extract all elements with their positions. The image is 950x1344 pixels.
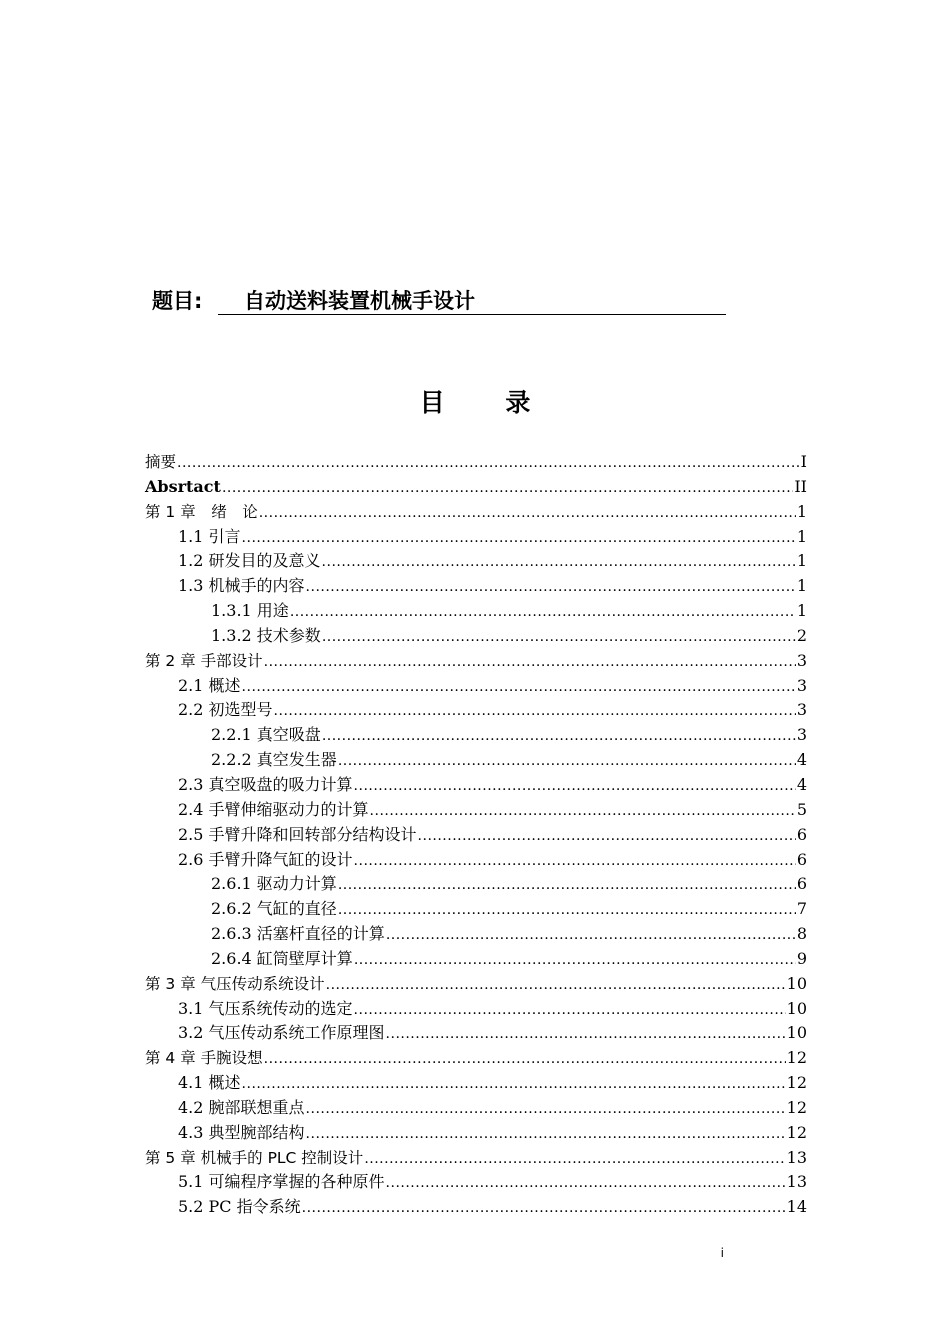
toc-dot-leader xyxy=(338,898,796,922)
toc-entry[interactable] xyxy=(145,748,807,773)
toc-entry-page: 3 xyxy=(796,725,807,745)
toc-dot-leader xyxy=(274,699,796,723)
thesis-title-line xyxy=(152,285,732,321)
toc-dot-leader xyxy=(418,824,796,848)
toc-dot-leader xyxy=(386,1171,786,1195)
toc-entry-label: 第 3 章 气压传动系统设计 xyxy=(145,974,325,993)
toc-dot-leader xyxy=(370,799,796,823)
toc-entry[interactable] xyxy=(145,823,807,848)
toc-dot-leader xyxy=(242,1072,786,1096)
toc-entry[interactable] xyxy=(145,798,807,823)
toc-entry[interactable] xyxy=(145,549,807,574)
toc-entry-page: 3 xyxy=(796,675,807,695)
toc-entry-label: 2.6.2 气缸的直径 xyxy=(211,899,337,919)
toc-dot-leader xyxy=(222,476,793,500)
toc-entry-label: 第 1 章 绪 论 xyxy=(145,502,258,521)
toc-entry[interactable] xyxy=(145,1071,807,1096)
toc-entry-page: 12 xyxy=(786,1073,807,1093)
toc-entry[interactable] xyxy=(145,872,807,897)
toc-entry-label: 4.2 腕部联想重点 xyxy=(178,1097,305,1117)
toc-entry-page: 10 xyxy=(786,998,807,1018)
toc-entry-page: 14 xyxy=(786,1197,807,1217)
toc-dot-leader xyxy=(302,1196,786,1220)
toc-dot-leader xyxy=(242,526,796,550)
toc-entry-page: 12 xyxy=(786,1122,807,1142)
toc-entry-label: 2.6 手臂升降气缸的设计 xyxy=(178,849,353,869)
toc-dot-leader xyxy=(338,749,796,773)
toc-entry-page: 12 xyxy=(786,1048,807,1068)
toc-entry-label: 5.1 可编程序掌握的各种原件 xyxy=(178,1172,385,1192)
toc-entry[interactable] xyxy=(145,1046,807,1071)
toc-entry-label: 第 4 章 手腕设想 xyxy=(145,1049,263,1068)
toc-entry[interactable] xyxy=(145,475,807,500)
toc-entry[interactable] xyxy=(145,649,807,674)
toc-dot-leader xyxy=(264,650,796,674)
toc-dot-leader xyxy=(177,451,800,475)
toc-entry-label: 3.1 气压系统传动的选定 xyxy=(178,998,353,1018)
toc-entry-page: II xyxy=(794,476,807,496)
toc-entry-page: 9 xyxy=(796,948,807,968)
toc-entry[interactable] xyxy=(145,723,807,748)
toc-entry[interactable] xyxy=(145,972,807,997)
toc-dot-leader xyxy=(326,973,786,997)
table-of-contents xyxy=(145,450,807,1220)
toc-entry-label: 2.3 真空吸盘的吸力计算 xyxy=(178,774,353,794)
toc-entry-page: 1 xyxy=(796,526,807,546)
toc-entry-label: 2.6.4 缸筒壁厚计算 xyxy=(211,948,353,968)
toc-entry-label: 2.6.1 驱动力计算 xyxy=(211,874,337,894)
title-label: 题目: xyxy=(152,289,203,313)
toc-entry[interactable] xyxy=(145,624,807,649)
toc-entry-label: 2.1 概述 xyxy=(178,675,241,695)
toc-entry-page: 6 xyxy=(796,824,807,844)
toc-entry-label: 4.3 典型腕部结构 xyxy=(178,1122,305,1142)
toc-dot-leader xyxy=(290,600,796,624)
toc-entry-page: 7 xyxy=(796,899,807,919)
toc-entry-label: 1.3.2 技术参数 xyxy=(211,625,321,645)
toc-entry-page: 3 xyxy=(796,700,807,720)
toc-entry-label: 2.2 初选型号 xyxy=(178,700,273,720)
toc-entry[interactable] xyxy=(145,500,807,525)
toc-entry-page: 6 xyxy=(796,849,807,869)
toc-entry[interactable] xyxy=(145,1021,807,1046)
toc-entry-page: 4 xyxy=(796,774,807,794)
toc-entry-page: 8 xyxy=(796,924,807,944)
toc-heading: 目 录 xyxy=(419,388,557,417)
page-number-text: i xyxy=(720,1246,724,1260)
page-number xyxy=(0,1246,724,1260)
toc-entry[interactable] xyxy=(145,1146,807,1171)
toc-dot-leader xyxy=(242,675,796,699)
toc-entry-label: 第 2 章 手部设计 xyxy=(145,651,263,670)
toc-entry[interactable] xyxy=(145,897,807,922)
toc-entry-page: 12 xyxy=(786,1097,807,1117)
toc-entry[interactable] xyxy=(145,698,807,723)
toc-dot-leader xyxy=(306,1122,786,1146)
toc-entry[interactable] xyxy=(145,574,807,599)
toc-entry-label: 1.3 机械手的内容 xyxy=(178,576,305,596)
toc-entry[interactable] xyxy=(145,947,807,972)
toc-entry-page: 13 xyxy=(786,1147,807,1167)
toc-entry-label: Absrtact xyxy=(145,476,221,496)
toc-entry-page: I xyxy=(800,452,807,471)
toc-entry[interactable] xyxy=(145,599,807,624)
toc-dot-leader xyxy=(354,948,796,972)
title-value: 自动送料装置机械手设计 xyxy=(218,285,726,315)
toc-entry-page: 1 xyxy=(796,576,807,596)
toc-entry[interactable] xyxy=(145,1121,807,1146)
toc-dot-leader xyxy=(386,1022,786,1046)
toc-entry[interactable] xyxy=(145,1170,807,1195)
toc-entry-label: 2.5 手臂升降和回转部分结构设计 xyxy=(178,824,417,844)
toc-entry-page: 1 xyxy=(796,601,807,621)
toc-entry-label: 第 5 章 机械手的 PLC 控制设计 xyxy=(145,1148,364,1167)
toc-dot-leader xyxy=(322,625,796,649)
toc-entry-page: 1 xyxy=(796,501,807,521)
toc-entry-label: 1.3.1 用途 xyxy=(211,601,289,621)
toc-dot-leader xyxy=(306,575,796,599)
toc-entry-page: 1 xyxy=(796,551,807,571)
toc-entry-label: 2.2.1 真空吸盘 xyxy=(211,725,321,745)
toc-entry-page: 2 xyxy=(796,625,807,645)
toc-entry-page: 13 xyxy=(786,1172,807,1192)
toc-entry-label: 1.2 研发目的及意义 xyxy=(178,551,321,571)
toc-dot-leader xyxy=(354,998,786,1022)
toc-dot-leader xyxy=(264,1047,786,1071)
toc-entry[interactable] xyxy=(145,1096,807,1121)
toc-entry-label: 2.2.2 真空发生器 xyxy=(211,750,337,770)
toc-dot-leader xyxy=(354,774,796,798)
toc-entry[interactable] xyxy=(145,848,807,873)
toc-entry-label: 5.2 PC 指令系统 xyxy=(178,1197,301,1217)
toc-entry-page: 5 xyxy=(796,799,807,819)
toc-entry[interactable] xyxy=(145,773,807,798)
toc-dot-leader xyxy=(386,923,796,947)
toc-entry[interactable] xyxy=(145,450,807,475)
toc-entry[interactable] xyxy=(145,922,807,947)
toc-entry[interactable] xyxy=(145,525,807,550)
toc-entry[interactable] xyxy=(145,997,807,1022)
toc-entry-page: 10 xyxy=(786,1023,807,1043)
toc-dot-leader xyxy=(259,501,796,525)
toc-dot-leader xyxy=(322,550,796,574)
toc-entry-label: 3.2 气压传动系统工作原理图 xyxy=(178,1023,385,1043)
toc-entry-page: 6 xyxy=(796,874,807,894)
toc-dot-leader xyxy=(322,724,796,748)
toc-dot-leader xyxy=(364,1147,785,1171)
toc-entry-label: 4.1 概述 xyxy=(178,1073,241,1093)
toc-entry-page: 4 xyxy=(796,750,807,770)
toc-dot-leader xyxy=(354,849,796,873)
toc-entry-label: 2.4 手臂伸缩驱动力的计算 xyxy=(178,799,369,819)
toc-entry-label: 摘要 xyxy=(145,453,177,471)
toc-entry[interactable] xyxy=(145,674,807,699)
toc-entry-page: 10 xyxy=(786,973,807,993)
toc-dot-leader xyxy=(306,1097,786,1121)
toc-entry-label: 1.1 引言 xyxy=(178,526,241,546)
toc-entry-page: 3 xyxy=(796,650,807,670)
toc-dot-leader xyxy=(338,873,796,897)
toc-entry[interactable] xyxy=(145,1195,807,1220)
toc-entry-label: 2.6.3 活塞杆直径的计算 xyxy=(211,924,385,944)
